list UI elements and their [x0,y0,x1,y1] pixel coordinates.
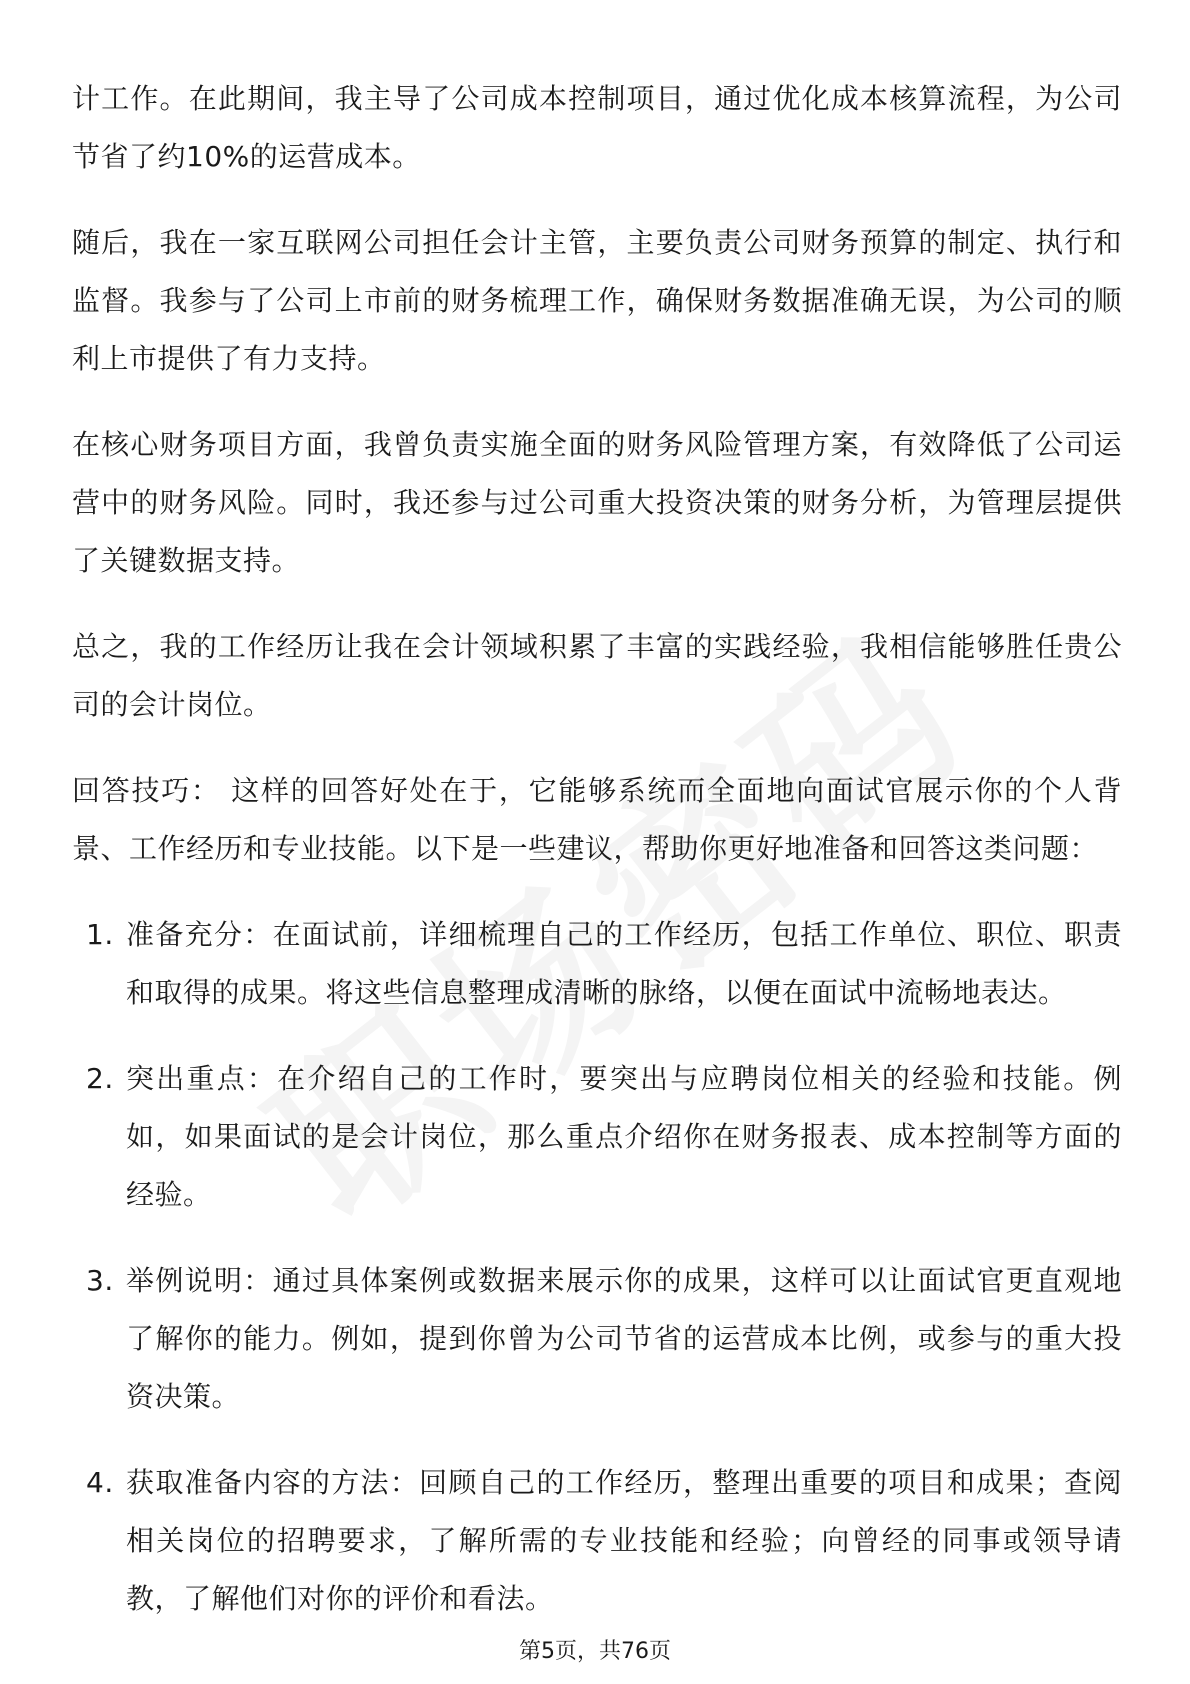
list-item-number: 2. [86,1062,114,1095]
paragraph-cost-control: 计工作。在此期间，我主导了公司成本控制项目，通过优化成本核算流程，为公司节省了约10%的运营成本。 [72,82,1122,173]
paragraph-answer-tips: 回答技巧： 这样的回答好处在于，它能够系统而全面地向面试官展示你的个人背景、工作经历和专业技能。以下是一些建议，帮助你更好地准备和回答这类问题： [72,774,1122,865]
list-item-text: 准备充分：在面试前，详细梳理自己的工作经历，包括工作单位、职位、职责和取得的成果。将这些信息整理成清晰的脉络，以便在面试中流畅地表达。 [126,918,1122,1009]
paragraph-risk-management: 在核心财务项目方面，我曾负责实施全面的财务风险管理方案，有效降低了公司运营中的财务风险。同时，我还参与过公司重大投资决策的财务分析，为管理层提供了关键数据支持。 [72,428,1122,577]
list-item [72,1252,1122,1426]
list-item-number: 3. [86,1264,114,1297]
tips-list [72,906,1122,1628]
list-item-number: 4. [86,1466,114,1499]
paragraph-accounting-supervisor: 随后，我在一家互联网公司担任会计主管，主要负责公司财务预算的制定、执行和监督。我参与了公司上市前的财务梳理工作，确保财务数据准确无误，为公司的顺利上市提供了有力支持。 [72,226,1122,375]
list-item [72,1050,1122,1224]
list-item [72,1454,1122,1628]
list-item-text: 获取准备内容的方法：回顾自己的工作经历，整理出重要的项目和成果；查阅相关岗位的招聘要求，了解所需的专业技能和经验；向曾经的同事或领导请教，了解他们对你的评价和看法。 [126,1466,1122,1615]
page-number-footer: 第5页，共76页 [519,1639,671,1664]
list-item [72,906,1122,1022]
page-content [72,70,1122,1656]
paragraph-summary: 总之，我的工作经历让我在会计领域积累了丰富的实践经验，我相信能够胜任贵公司的会计岗位。 [72,630,1122,721]
list-item-text: 举例说明：通过具体案例或数据来展示你的成果，这样可以让面试官更直观地了解你的能力。例如，提到你曾为公司节省的运营成本比例，或参与的重大投资决策。 [126,1264,1122,1413]
list-item-number: 1. [86,918,114,951]
list-item-text: 突出重点：在介绍自己的工作时，要突出与应聘岗位相关的经验和技能。例如，如果面试的是会计岗位，那么重点介绍你在财务报表、成本控制等方面的经验。 [126,1062,1122,1211]
